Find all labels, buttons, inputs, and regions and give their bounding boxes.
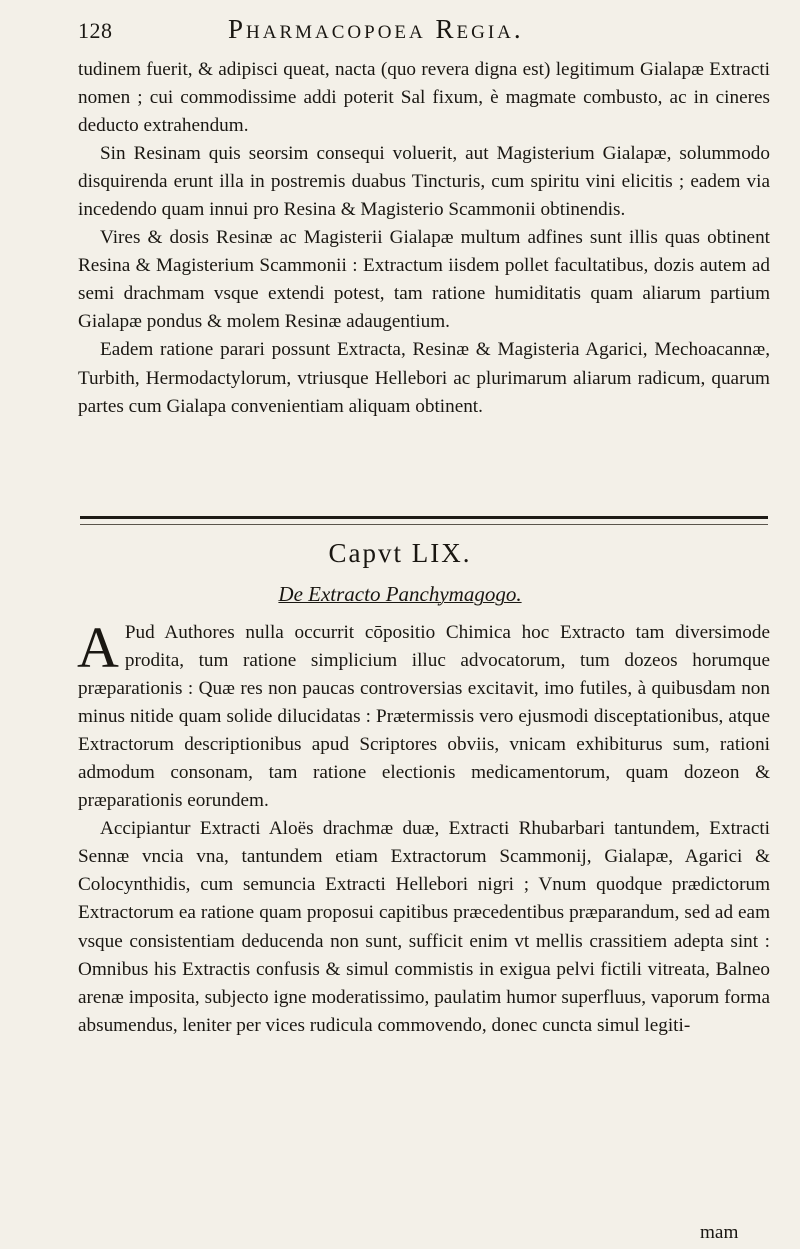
chapter-subtitle <box>0 582 800 607</box>
paragraph: Vires & dosis Resinæ ac Magisterii Gialapæ multum adfines sunt illis quas obtinent Resina & Magisterium Scammonii : Extractum iisdem pollet facultatibus, dozis autem ad semi drachmam vsque extendi potest, tam ratione humiditatis quam aliarum partium Gialapæ pondus & molem Resinæ adaugentium. <box>78 227 770 333</box>
paragraph-text: Pud Authores nulla occurrit cōpositio Chimica hoc Extracto tam diversimode prodita, tum ratione simplicium illuc advocatorum, tum dozeos horumque præparationis : Quæ res non paucas controversias excitavit, imo futiles, à quibusdam non minus nitide quam solide dilucidatas : Prætermissis vero ejusmodi disceptationibus, atque Extractorum descriptionibus apud Scriptores obviis, vnicam exhibiturus sum, rationi admodum consonam, tam ratione electionis medicamentorum, quam dozeon & præparationis eorundem. <box>78 622 770 812</box>
page-number: 128 <box>78 18 113 43</box>
paragraph <box>77 615 770 815</box>
catchword: mam <box>700 1222 739 1243</box>
running-head <box>78 14 760 50</box>
section-divider <box>80 516 768 525</box>
paragraph: Eadem ratione parari possunt Extracta, Resinæ & Magisteria Agarici, Mechoacannæ, Turbith, Hermodactylorum, vtriusque Hellebori ac plurimarum aliarum radicum, quarum partes cum Gialapa convenientiam aliquam obtinent. <box>78 339 770 417</box>
paragraph: Accipiantur Extracti Aloës drachmæ duæ, Extracti Rhubarbari tantundem, Extracti Sennæ vncia vna, tantundem etiam Extractorum Scammonij, Gialapæ, Agarici & Colocynthidis, cum semuncia Extracti Hellebori nigri ; Vnum quodque prædictorum Extractorum ea ratione quam proposui capitibus præcedentibus præparandum, sed ad eam vsque consistentiam deducenda non sunt, sufficit enim vt mellis crassitiem adepta sint : Omnibus his Extractis confusis & simul commistis in exigua pelvi fictili vitreata, Balneo arenæ imposita, subjecto igne moderatissimo, paulatim humor superfluus, vaporum forma absumendus, leniter per vices rudicula commovendo, donec cuncta simul legiti- <box>78 818 770 1036</box>
paragraph: Sin Resinam quis seorsim consequi voluerit, aut Magisterium Gialapæ, solummodo disquirenda erunt illa in postremis duabus Tincturis, cum spiritu vini elicitis ; eadem via incedendo quam innui pro Resina & Magisterio Scammonii obtinendis. <box>78 143 770 221</box>
text-block-lower <box>77 615 770 1040</box>
chapter-subtitle-text: De Extracto Panchymagogo. <box>278 582 522 606</box>
text-block-upper <box>78 56 770 421</box>
running-title: Pharmacopoea Regia. <box>228 14 524 44</box>
paragraph: tudinem fuerit, & adipisci queat, nacta (quo revera digna est) legitimum Gialapæ Extracti nomen ; cui commodissime addi poterit Sal fixum, è magmate combusto, ac in cineres deducto extrahendum. <box>78 59 770 137</box>
drop-cap: A <box>77 615 119 680</box>
chapter-heading: Capvt LIX. <box>328 538 472 568</box>
